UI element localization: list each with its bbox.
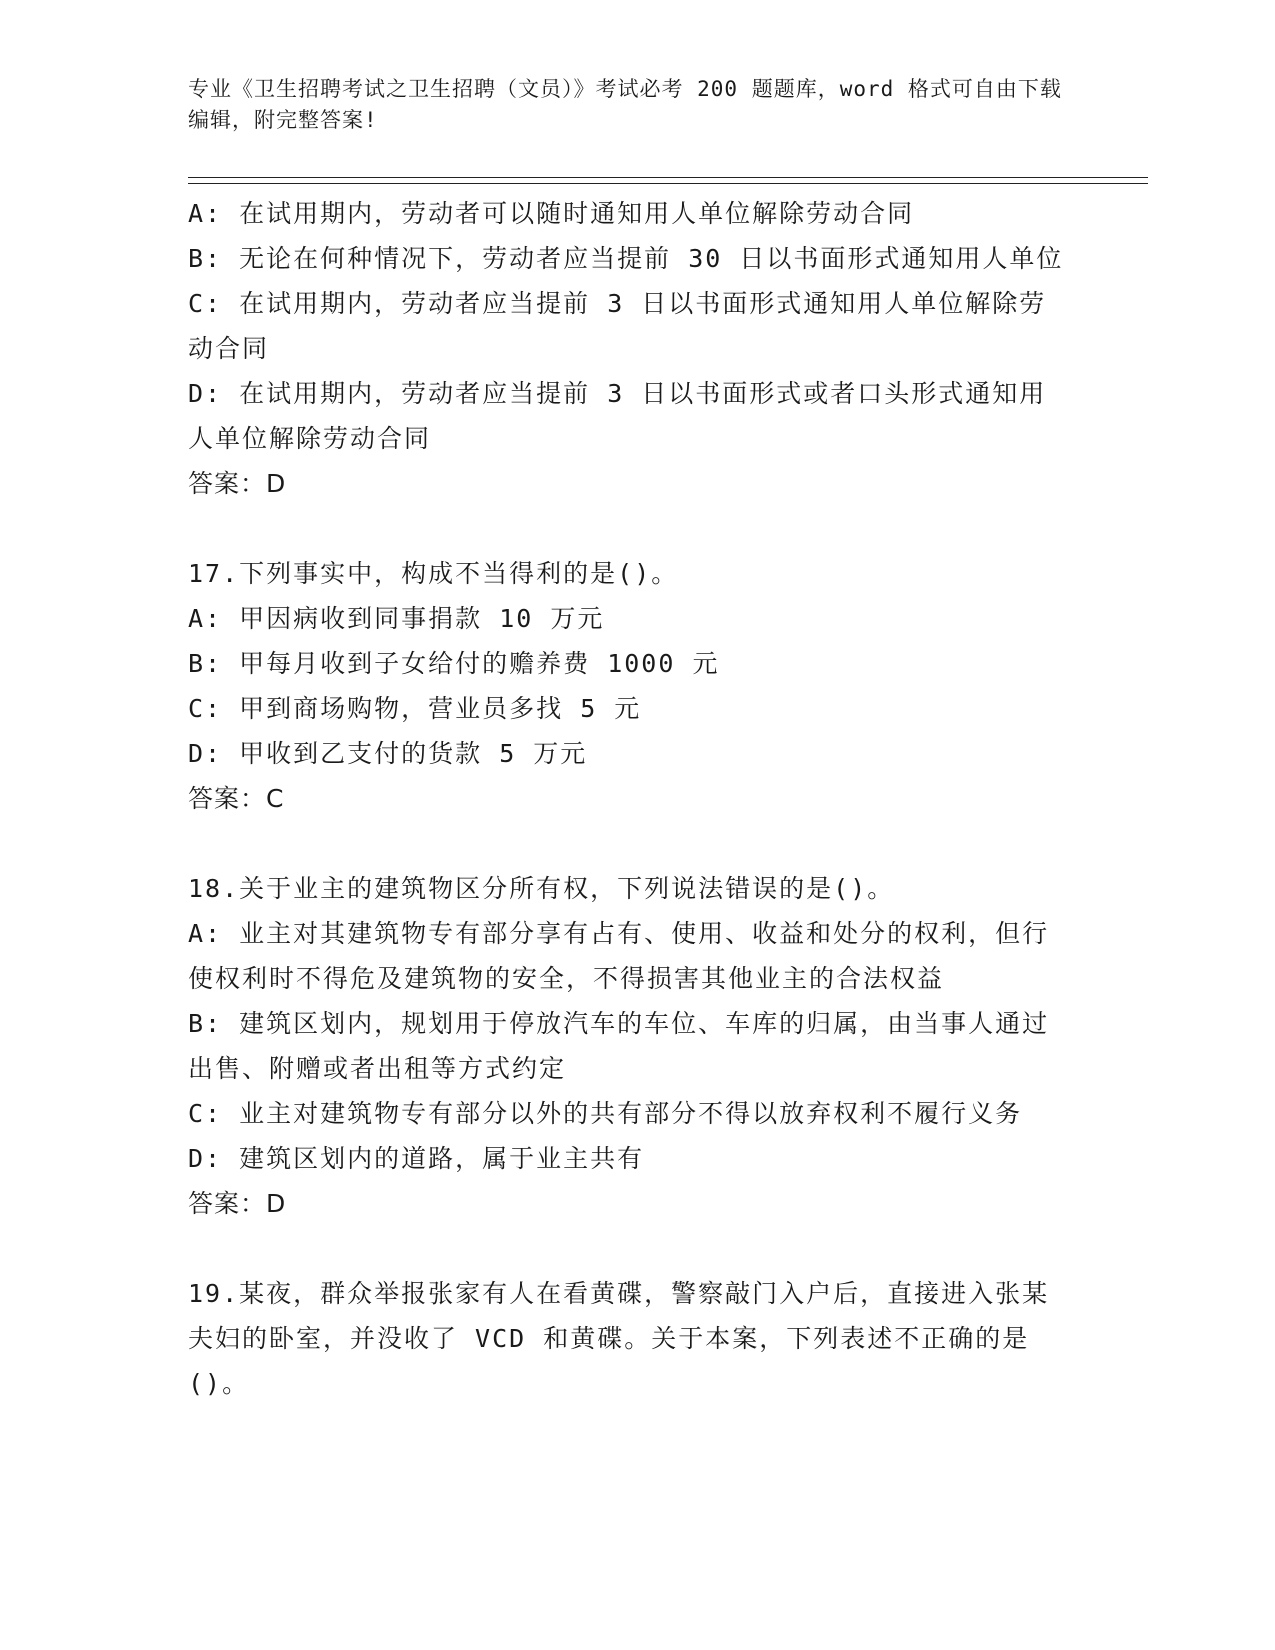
header-divider-top	[188, 177, 1148, 178]
spacer	[188, 506, 1068, 551]
q17-option-d: D: 甲收到乙支付的货款 5 万元	[188, 739, 588, 768]
q16-option-a: A: 在试用期内，劳动者可以随时通知用人单位解除劳动合同	[188, 199, 915, 228]
spacer	[188, 1226, 1068, 1271]
q16-answer: 答案：D	[188, 469, 287, 498]
q18-option-a: A: 业主对其建筑物专有部分享有占有、使用、收益和处分的权利，但行使权利时不得危及建筑物的安全，不得损害其他业主的合法权益	[188, 919, 1050, 993]
q17-option-a: A: 甲因病收到同事捐款 10 万元	[188, 604, 605, 633]
q16-option-d: D: 在试用期内，劳动者应当提前 3 日以书面形式或者口头形式通知用人单位解除劳动合同	[188, 379, 1047, 453]
q18-stem: 18.关于业主的建筑物区分所有权，下列说法错误的是()。	[188, 874, 895, 903]
q19-stem: 19.某夜，群众举报张家有人在看黄碟，警察敲门入户后，直接进入张某夫妇的卧室，并没收了 VCD 和黄碟。关于本案，下列表述不正确的是()。	[188, 1279, 1050, 1398]
q17-answer: 答案：C	[188, 784, 285, 813]
q17-stem: 17.下列事实中，构成不当得利的是()。	[188, 559, 679, 588]
q17-option-c: C: 甲到商场购物，营业员多找 5 元	[188, 694, 642, 723]
q18-option-c: C: 业主对建筑物专有部分以外的共有部分不得以放弃权利不履行义务	[188, 1099, 1023, 1128]
question-content	[188, 191, 1068, 1406]
spacer	[188, 821, 1068, 866]
q18-option-b: B: 建筑区划内，规划用于停放汽车的车位、车库的归属，由当事人通过出售、附赠或者出租等方式约定	[188, 1009, 1050, 1083]
q17-option-b: B: 甲每月收到子女给付的赡养费 1000 元	[188, 649, 720, 678]
q16-option-c: C: 在试用期内，劳动者应当提前 3 日以书面形式通知用人单位解除劳动合同	[188, 289, 1047, 363]
q16-option-b: B: 无论在何种情况下，劳动者应当提前 30 日以书面形式通知用人单位	[188, 244, 1064, 273]
header-divider-bottom	[188, 183, 1148, 184]
q18-option-d: D: 建筑区划内的道路，属于业主共有	[188, 1144, 645, 1173]
document-header: 专业《卫生招聘考试之卫生招聘（文员）》考试必考 200 题题库，word 格式可自由下载编辑，附完整答案!	[188, 77, 1062, 132]
q18-answer: 答案：D	[188, 1189, 287, 1218]
